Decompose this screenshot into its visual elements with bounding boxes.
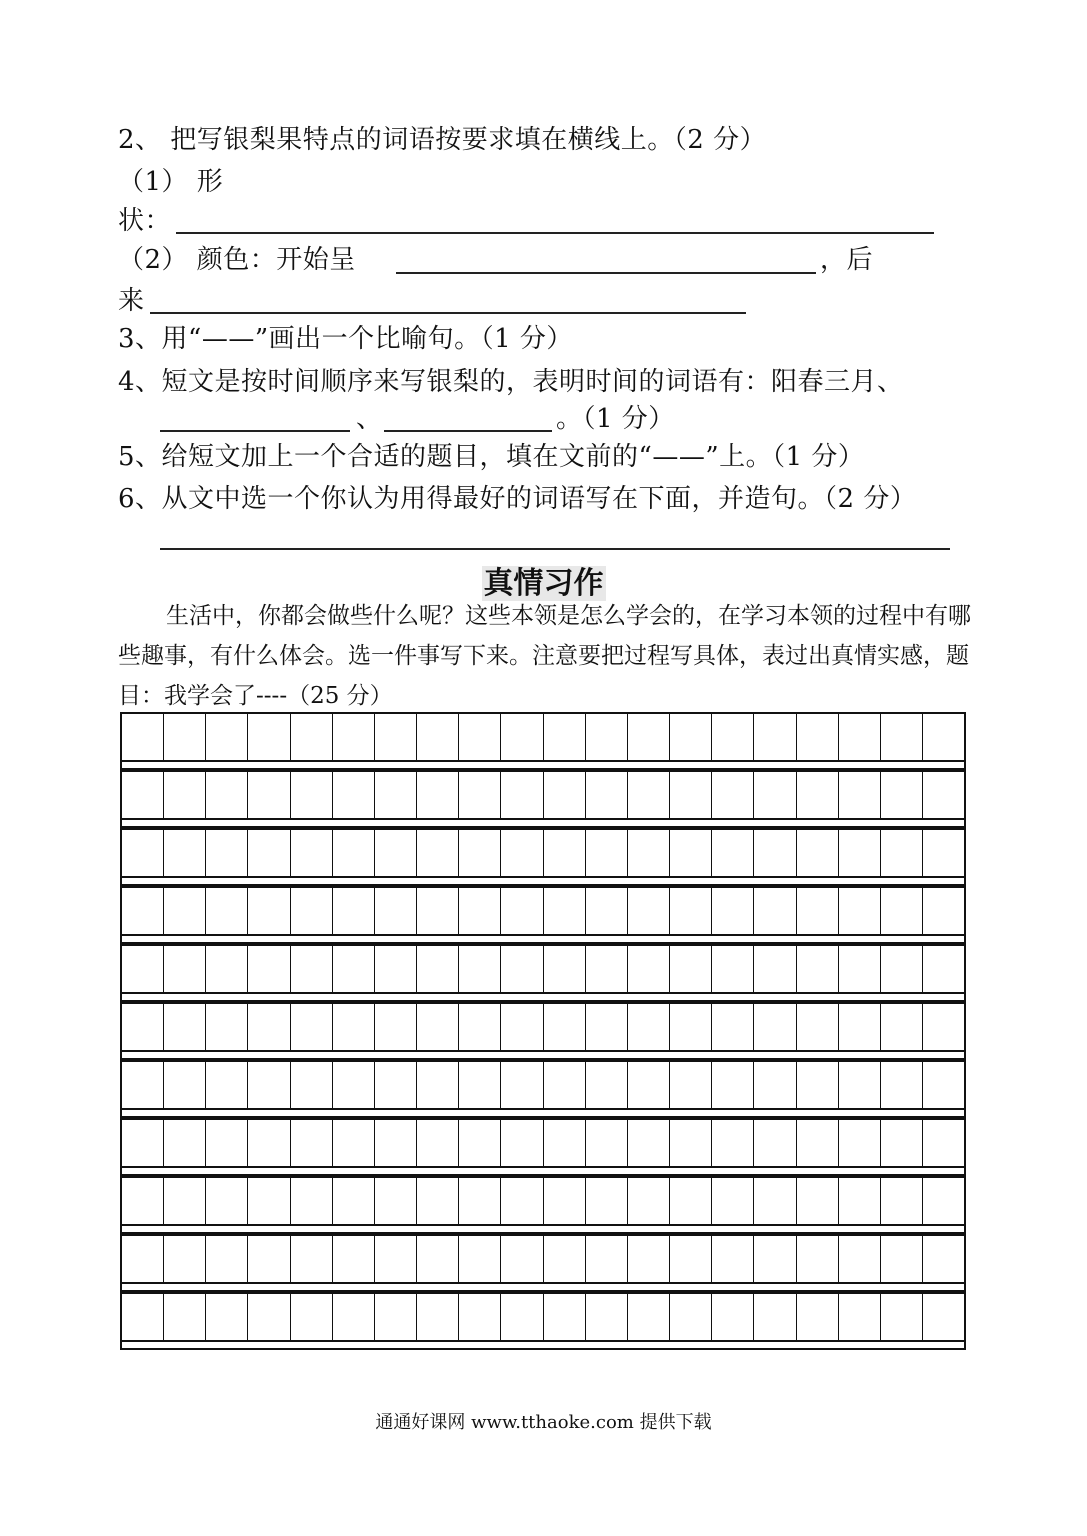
question-4-separator: 、 bbox=[356, 404, 383, 434]
grid-cell[interactable] bbox=[333, 1120, 375, 1166]
grid-cell[interactable] bbox=[586, 772, 628, 818]
grid-cell[interactable] bbox=[333, 888, 375, 934]
grid-cell[interactable] bbox=[164, 714, 206, 760]
grid-row bbox=[120, 1118, 966, 1166]
grid-row bbox=[120, 828, 966, 876]
grid-cell[interactable] bbox=[248, 946, 290, 992]
grid-cell[interactable] bbox=[923, 1004, 964, 1050]
grid-cell[interactable] bbox=[923, 1120, 964, 1166]
grid-cell[interactable] bbox=[291, 714, 333, 760]
grid-cell[interactable] bbox=[839, 772, 881, 818]
grid-cell[interactable] bbox=[712, 1236, 754, 1282]
grid-cell[interactable] bbox=[291, 772, 333, 818]
question-2-part2-label-cont: 来 bbox=[118, 286, 145, 316]
grid-cell[interactable] bbox=[459, 772, 501, 818]
answer-line-time-1[interactable] bbox=[160, 430, 350, 432]
grid-cell[interactable] bbox=[206, 1236, 248, 1282]
grid-cell[interactable] bbox=[923, 714, 964, 760]
grid-cell[interactable] bbox=[923, 830, 964, 876]
grid-cell[interactable] bbox=[375, 830, 417, 876]
grid-cell[interactable] bbox=[839, 714, 881, 760]
grid-cell[interactable] bbox=[544, 772, 586, 818]
grid-cell[interactable] bbox=[881, 946, 923, 992]
footer-text: 通通好课网 www.tthaoke.com 提供下载 bbox=[375, 1412, 712, 1433]
grid-cell[interactable] bbox=[923, 772, 964, 818]
grid-cell[interactable] bbox=[291, 1004, 333, 1050]
grid-cell[interactable] bbox=[375, 772, 417, 818]
grid-cell[interactable] bbox=[544, 888, 586, 934]
grid-row-gap bbox=[120, 992, 966, 1002]
grid-cell[interactable] bbox=[248, 772, 290, 818]
grid-cell[interactable] bbox=[754, 1004, 796, 1050]
grid-cell[interactable] bbox=[501, 1294, 543, 1340]
grid-cell[interactable] bbox=[712, 946, 754, 992]
grid-row bbox=[120, 712, 966, 760]
grid-cell[interactable] bbox=[291, 1062, 333, 1108]
grid-cell[interactable] bbox=[206, 1120, 248, 1166]
grid-cell[interactable] bbox=[459, 1236, 501, 1282]
grid-cell[interactable] bbox=[670, 1062, 712, 1108]
grid-cell[interactable] bbox=[291, 946, 333, 992]
grid-cell[interactable] bbox=[459, 1062, 501, 1108]
grid-cell[interactable] bbox=[375, 1062, 417, 1108]
grid-cell[interactable] bbox=[164, 1004, 206, 1050]
grid-cell[interactable] bbox=[375, 714, 417, 760]
grid-cell[interactable] bbox=[122, 946, 164, 992]
grid-cell[interactable] bbox=[417, 1062, 459, 1108]
grid-cell[interactable] bbox=[501, 830, 543, 876]
grid-cell[interactable] bbox=[333, 1004, 375, 1050]
grid-cell[interactable] bbox=[206, 830, 248, 876]
grid-cell[interactable] bbox=[881, 1178, 923, 1224]
grid-cell[interactable] bbox=[164, 1178, 206, 1224]
answer-line-color-start[interactable] bbox=[396, 272, 816, 274]
grid-cell[interactable] bbox=[417, 1120, 459, 1166]
question-2-part1-label-cont: 状： bbox=[118, 206, 172, 236]
grid-cell[interactable] bbox=[122, 714, 164, 760]
grid-cell[interactable] bbox=[248, 714, 290, 760]
grid-cell[interactable] bbox=[923, 1236, 964, 1282]
grid-cell[interactable] bbox=[544, 1236, 586, 1282]
grid-cell[interactable] bbox=[501, 946, 543, 992]
grid-cell[interactable] bbox=[164, 1062, 206, 1108]
writing-grid[interactable] bbox=[120, 712, 966, 1350]
grid-row-gap bbox=[120, 1340, 966, 1350]
grid-cell[interactable] bbox=[417, 1294, 459, 1340]
question-2-part2-mid: ，后 bbox=[820, 245, 874, 275]
grid-cell[interactable] bbox=[544, 1062, 586, 1108]
grid-cell[interactable] bbox=[881, 772, 923, 818]
grid-cell[interactable] bbox=[417, 888, 459, 934]
grid-cell[interactable] bbox=[670, 1236, 712, 1282]
grid-cell[interactable] bbox=[501, 1236, 543, 1282]
essay-title: 真情习作 bbox=[483, 566, 604, 601]
grid-cell[interactable] bbox=[417, 772, 459, 818]
grid-cell[interactable] bbox=[712, 1062, 754, 1108]
grid-cell[interactable] bbox=[586, 888, 628, 934]
question-6: 6、从文中选一个你认为用得最好的词语写在下面，并造句。（2 分） bbox=[118, 484, 917, 514]
grid-cell[interactable] bbox=[544, 946, 586, 992]
grid-cell[interactable] bbox=[881, 714, 923, 760]
grid-cell[interactable] bbox=[754, 1178, 796, 1224]
grid-cell[interactable] bbox=[839, 946, 881, 992]
grid-cell[interactable] bbox=[754, 830, 796, 876]
grid-cell[interactable] bbox=[923, 946, 964, 992]
grid-cell[interactable] bbox=[417, 1236, 459, 1282]
grid-cell[interactable] bbox=[459, 946, 501, 992]
grid-cell[interactable] bbox=[501, 1062, 543, 1108]
grid-cell[interactable] bbox=[501, 772, 543, 818]
question-2: 2、 把写银梨果特点的词语按要求填在横线上。（2 分） bbox=[118, 125, 767, 155]
grid-row bbox=[120, 1002, 966, 1050]
grid-cell[interactable] bbox=[670, 1294, 712, 1340]
grid-cell[interactable] bbox=[586, 946, 628, 992]
grid-cell[interactable] bbox=[712, 1004, 754, 1050]
grid-cell[interactable] bbox=[501, 888, 543, 934]
grid-cell[interactable] bbox=[417, 946, 459, 992]
grid-cell[interactable] bbox=[754, 1236, 796, 1282]
grid-cell[interactable] bbox=[122, 1004, 164, 1050]
grid-cell[interactable] bbox=[670, 888, 712, 934]
grid-row-gap bbox=[120, 934, 966, 944]
grid-cell[interactable] bbox=[417, 830, 459, 876]
grid-cell[interactable] bbox=[797, 1236, 839, 1282]
grid-cell[interactable] bbox=[628, 946, 670, 992]
grid-cell[interactable] bbox=[712, 772, 754, 818]
grid-cell[interactable] bbox=[586, 1294, 628, 1340]
grid-cell[interactable] bbox=[586, 1062, 628, 1108]
grid-cell[interactable] bbox=[206, 1294, 248, 1340]
grid-cell[interactable] bbox=[839, 1062, 881, 1108]
grid-cell[interactable] bbox=[670, 1178, 712, 1224]
grid-cell[interactable] bbox=[417, 1178, 459, 1224]
grid-cell[interactable] bbox=[206, 714, 248, 760]
grid-cell[interactable] bbox=[333, 714, 375, 760]
grid-cell[interactable] bbox=[248, 1120, 290, 1166]
grid-cell[interactable] bbox=[797, 946, 839, 992]
grid-row-gap bbox=[120, 1108, 966, 1118]
grid-cell[interactable] bbox=[417, 714, 459, 760]
grid-cell[interactable] bbox=[923, 1178, 964, 1224]
grid-cell[interactable] bbox=[544, 714, 586, 760]
grid-cell[interactable] bbox=[164, 1294, 206, 1340]
grid-cell[interactable] bbox=[291, 888, 333, 934]
grid-cell[interactable] bbox=[459, 830, 501, 876]
grid-cell[interactable] bbox=[375, 1294, 417, 1340]
grid-row bbox=[120, 1060, 966, 1108]
grid-cell[interactable] bbox=[797, 1062, 839, 1108]
grid-cell[interactable] bbox=[839, 830, 881, 876]
grid-cell[interactable] bbox=[122, 1294, 164, 1340]
question-5: 5、给短文加上一个合适的题目，填在文前的“——”上。（1 分） bbox=[118, 442, 865, 472]
grid-cell[interactable] bbox=[881, 1294, 923, 1340]
grid-cell[interactable] bbox=[628, 1294, 670, 1340]
grid-cell[interactable] bbox=[291, 830, 333, 876]
grid-cell[interactable] bbox=[333, 772, 375, 818]
grid-cell[interactable] bbox=[333, 1178, 375, 1224]
grid-cell[interactable] bbox=[122, 1062, 164, 1108]
grid-cell[interactable] bbox=[248, 830, 290, 876]
grid-cell[interactable] bbox=[375, 888, 417, 934]
grid-cell[interactable] bbox=[797, 888, 839, 934]
grid-cell[interactable] bbox=[754, 946, 796, 992]
grid-cell[interactable] bbox=[586, 1178, 628, 1224]
answer-line-sentence[interactable] bbox=[160, 548, 950, 550]
grid-cell[interactable] bbox=[417, 1004, 459, 1050]
grid-cell[interactable] bbox=[291, 1294, 333, 1340]
grid-cell[interactable] bbox=[628, 888, 670, 934]
grid-cell[interactable] bbox=[333, 1236, 375, 1282]
grid-cell[interactable] bbox=[248, 888, 290, 934]
grid-cell[interactable] bbox=[544, 1178, 586, 1224]
grid-cell[interactable] bbox=[248, 1004, 290, 1050]
grid-cell[interactable] bbox=[248, 1178, 290, 1224]
grid-cell[interactable] bbox=[375, 1178, 417, 1224]
grid-cell[interactable] bbox=[670, 772, 712, 818]
grid-cell[interactable] bbox=[839, 1294, 881, 1340]
grid-cell[interactable] bbox=[754, 1120, 796, 1166]
grid-cell[interactable] bbox=[333, 1294, 375, 1340]
grid-cell[interactable] bbox=[375, 946, 417, 992]
grid-row bbox=[120, 886, 966, 934]
grid-cell[interactable] bbox=[459, 714, 501, 760]
grid-cell[interactable] bbox=[923, 1294, 964, 1340]
grid-cell[interactable] bbox=[291, 1178, 333, 1224]
grid-cell[interactable] bbox=[797, 714, 839, 760]
grid-cell[interactable] bbox=[501, 714, 543, 760]
grid-cell[interactable] bbox=[206, 1178, 248, 1224]
grid-cell[interactable] bbox=[459, 1120, 501, 1166]
grid-cell[interactable] bbox=[501, 1120, 543, 1166]
grid-cell[interactable] bbox=[712, 888, 754, 934]
grid-cell[interactable] bbox=[164, 888, 206, 934]
grid-cell[interactable] bbox=[670, 946, 712, 992]
grid-cell[interactable] bbox=[754, 1062, 796, 1108]
grid-cell[interactable] bbox=[544, 830, 586, 876]
grid-cell[interactable] bbox=[291, 1236, 333, 1282]
grid-cell[interactable] bbox=[375, 1120, 417, 1166]
grid-cell[interactable] bbox=[839, 1004, 881, 1050]
grid-cell[interactable] bbox=[797, 830, 839, 876]
grid-cell[interactable] bbox=[122, 830, 164, 876]
grid-cell[interactable] bbox=[670, 714, 712, 760]
grid-cell[interactable] bbox=[206, 946, 248, 992]
grid-cell[interactable] bbox=[712, 714, 754, 760]
grid-cell[interactable] bbox=[628, 830, 670, 876]
grid-cell[interactable] bbox=[881, 1236, 923, 1282]
grid-row bbox=[120, 1234, 966, 1282]
grid-cell[interactable] bbox=[291, 1120, 333, 1166]
grid-cell[interactable] bbox=[248, 1294, 290, 1340]
grid-cell[interactable] bbox=[122, 1120, 164, 1166]
grid-cell[interactable] bbox=[501, 1004, 543, 1050]
grid-cell[interactable] bbox=[754, 714, 796, 760]
grid-cell[interactable] bbox=[881, 1120, 923, 1166]
question-2-part1-label: （1） 形 bbox=[118, 167, 224, 197]
grid-cell[interactable] bbox=[206, 1004, 248, 1050]
grid-cell[interactable] bbox=[586, 1004, 628, 1050]
grid-cell[interactable] bbox=[628, 714, 670, 760]
grid-cell[interactable] bbox=[712, 1294, 754, 1340]
question-2-part2-label: （2） 颜色：开始呈 bbox=[118, 245, 356, 275]
grid-cell[interactable] bbox=[881, 1062, 923, 1108]
grid-cell[interactable] bbox=[712, 1120, 754, 1166]
grid-row bbox=[120, 944, 966, 992]
grid-row-gap bbox=[120, 1050, 966, 1060]
grid-cell[interactable] bbox=[797, 1120, 839, 1166]
grid-cell[interactable] bbox=[839, 1236, 881, 1282]
grid-cell[interactable] bbox=[333, 830, 375, 876]
grid-cell[interactable] bbox=[797, 1004, 839, 1050]
grid-row-gap bbox=[120, 876, 966, 886]
answer-line-time-2[interactable] bbox=[384, 430, 552, 432]
grid-cell[interactable] bbox=[586, 1236, 628, 1282]
grid-cell[interactable] bbox=[164, 1120, 206, 1166]
grid-cell[interactable] bbox=[333, 946, 375, 992]
answer-line-color-later[interactable] bbox=[150, 312, 746, 314]
grid-cell[interactable] bbox=[544, 1004, 586, 1050]
grid-cell[interactable] bbox=[544, 1120, 586, 1166]
grid-row-gap bbox=[120, 1224, 966, 1234]
grid-cell[interactable] bbox=[164, 830, 206, 876]
grid-cell[interactable] bbox=[122, 888, 164, 934]
answer-line-shape[interactable] bbox=[176, 232, 934, 234]
grid-cell[interactable] bbox=[628, 1062, 670, 1108]
question-3: 3、用“——”画出一个比喻句。（1 分） bbox=[118, 324, 573, 354]
grid-cell[interactable] bbox=[544, 1294, 586, 1340]
grid-cell[interactable] bbox=[586, 714, 628, 760]
question-4-end: 。（1 分） bbox=[556, 404, 675, 434]
grid-cell[interactable] bbox=[459, 1294, 501, 1340]
grid-cell[interactable] bbox=[670, 830, 712, 876]
grid-cell[interactable] bbox=[122, 772, 164, 818]
grid-cell[interactable] bbox=[881, 888, 923, 934]
grid-cell[interactable] bbox=[459, 1004, 501, 1050]
question-4: 4、短文是按时间顺序来写银梨的，表明时间的词语有：阳春三月、 bbox=[118, 367, 904, 397]
grid-cell[interactable] bbox=[628, 1004, 670, 1050]
grid-cell[interactable] bbox=[206, 888, 248, 934]
grid-cell[interactable] bbox=[628, 772, 670, 818]
grid-cell[interactable] bbox=[164, 1236, 206, 1282]
grid-cell[interactable] bbox=[754, 772, 796, 818]
grid-cell[interactable] bbox=[923, 888, 964, 934]
grid-cell[interactable] bbox=[712, 1178, 754, 1224]
grid-cell[interactable] bbox=[797, 1294, 839, 1340]
grid-cell[interactable] bbox=[333, 1062, 375, 1108]
grid-cell[interactable] bbox=[754, 1294, 796, 1340]
grid-cell[interactable] bbox=[839, 888, 881, 934]
grid-cell[interactable] bbox=[459, 1178, 501, 1224]
grid-cell[interactable] bbox=[712, 830, 754, 876]
grid-cell[interactable] bbox=[375, 1236, 417, 1282]
grid-cell[interactable] bbox=[459, 888, 501, 934]
grid-row-gap bbox=[120, 818, 966, 828]
grid-cell[interactable] bbox=[122, 1178, 164, 1224]
grid-row bbox=[120, 1292, 966, 1340]
grid-cell[interactable] bbox=[628, 1120, 670, 1166]
grid-cell[interactable] bbox=[248, 1236, 290, 1282]
grid-cell[interactable] bbox=[881, 1004, 923, 1050]
grid-cell[interactable] bbox=[164, 946, 206, 992]
grid-cell[interactable] bbox=[797, 772, 839, 818]
grid-row-gap bbox=[120, 760, 966, 770]
grid-cell[interactable] bbox=[797, 1178, 839, 1224]
grid-cell[interactable] bbox=[628, 1178, 670, 1224]
grid-cell[interactable] bbox=[839, 1178, 881, 1224]
grid-cell[interactable] bbox=[881, 830, 923, 876]
grid-cell[interactable] bbox=[206, 772, 248, 818]
grid-cell[interactable] bbox=[628, 1236, 670, 1282]
grid-cell[interactable] bbox=[206, 1062, 248, 1108]
grid-cell[interactable] bbox=[670, 1004, 712, 1050]
grid-cell[interactable] bbox=[164, 772, 206, 818]
grid-cell[interactable] bbox=[670, 1120, 712, 1166]
grid-row bbox=[120, 770, 966, 818]
grid-cell[interactable] bbox=[839, 1120, 881, 1166]
grid-cell[interactable] bbox=[586, 1120, 628, 1166]
grid-cell[interactable] bbox=[375, 1004, 417, 1050]
grid-cell[interactable] bbox=[754, 888, 796, 934]
essay-prompt: 生活中，你都会做些什么呢？这些本领是怎么学会的，在学习本领的过程中有哪些趣事，有什么体会。选一件事写下来。注意要把过程写具体，表过出真情实感，题目：我学会了----（25 分） bbox=[118, 603, 971, 709]
grid-cell[interactable] bbox=[122, 1236, 164, 1282]
grid-cell[interactable] bbox=[586, 830, 628, 876]
grid-row-gap bbox=[120, 1282, 966, 1292]
grid-cell[interactable] bbox=[248, 1062, 290, 1108]
grid-cell[interactable] bbox=[501, 1178, 543, 1224]
grid-cell[interactable] bbox=[923, 1062, 964, 1108]
grid-row-gap bbox=[120, 1166, 966, 1176]
grid-row bbox=[120, 1176, 966, 1224]
